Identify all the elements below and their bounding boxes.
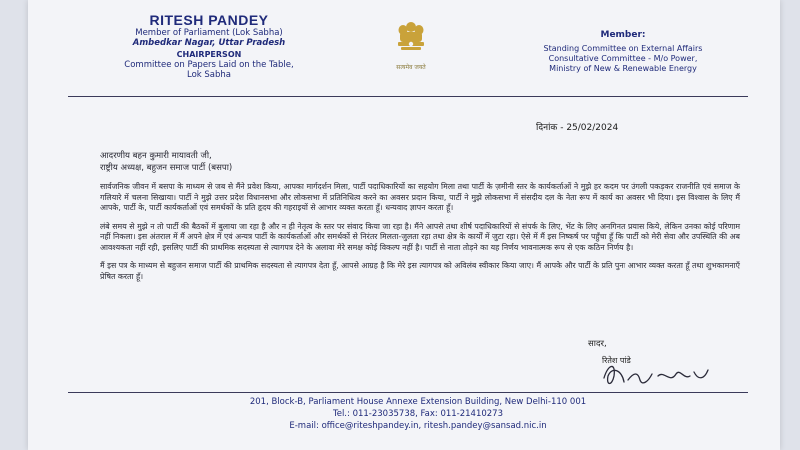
mp-constituency: Ambedkar Nagar, Uttar Pradesh [132, 38, 286, 48]
mp-name: RITESH PANDEY [149, 12, 269, 28]
letterhead-left [74, 12, 344, 80]
emblem-caption: सत्यमेव जयते [396, 64, 426, 71]
signatory-name: रितेश पांडे [602, 356, 631, 365]
letter-page [28, 0, 780, 450]
member-heading: Member: [600, 30, 646, 40]
member-line-1: Standing Committee on External Affairs [543, 44, 703, 53]
paragraph-1: सार्वजनिक जीवन में बसपा के माध्यम से जब से मैंने प्रवेश किया, आपका मार्गदर्शन मिला, पार्टी पदाधिकारियों का सहयोग मिला तथा पार्टी के ज़मीनी स्तर के कार्यकर्ताओं ने मुझे हर कदम पर उंगली पकड़कर राजनीति एवं समाज के गलियारे में चलना सिखाया। पार्टी ने मुझे उत्तर प्रदेश विधानसभा और लोकसभा में प्रतिनिधित्व करने का अवसर प्रदान किया, पार्टी ने मुझे लोकसभा में संसदीय दल के नेता रूप में कार्य का अवसर भी दिया। इस विश्वास के लिए मैं आपके, पार्टी के, पार्टी कार्यकर्ताओं एवं समर्थकों के प्रति हृदय की गहराइयों से आभार व्यक्त करता हूँ। धन्यवाद ज्ञापन करता हूँ। [100, 182, 740, 212]
committee-line-1: Committee on Papers Laid on the Table, [124, 60, 294, 70]
letterhead-right [498, 30, 748, 74]
mp-title: Member of Parliament (Lok Sabha) [135, 28, 283, 38]
member-line-2: Consultative Committee - M/o Power, [548, 54, 698, 63]
handwritten-signature [598, 356, 718, 392]
header-divider [68, 96, 748, 97]
footer-email: E-mail: office@riteshpandey.in, ritesh.pandey@sansad.nic.in [289, 421, 547, 431]
footer-phone: Tel.: 011-23035738, Fax: 011-21410273 [332, 409, 504, 419]
paragraph-3: मैं इस पत्र के माध्यम से बहुजन समाज पार्टी की प्राथमिक सदस्यता से त्यागपत्र देता हूँ, आपसे आग्रह है कि मेरे इस त्यागपत्र को अविलंब स्वीकार किया जाए। मैं आपके और पार्टी के प्रति पुनः आभार व्यक्त करता हूँ तथा शुभकामनाएँ प्रेषित करता हूँ। [100, 261, 740, 281]
letter-body [100, 150, 740, 282]
footer-address: 201, Block-B, Parliament House Annexe Extension Building, New Delhi-110 001 [249, 397, 587, 407]
member-line-3: Ministry of New & Renewable Energy [549, 64, 697, 73]
mp-role: CHAIRPERSON [176, 50, 242, 59]
lion-capital-icon [391, 18, 431, 58]
salutation-line-1: आदरणीय बहन कुमारी मायावती जी, [100, 151, 212, 161]
footer-divider [68, 392, 748, 393]
closing: सादर, [588, 339, 607, 349]
national-emblem [388, 18, 434, 71]
committee-line-2: Lok Sabha [186, 70, 231, 80]
letter-footer [168, 396, 668, 432]
paragraph-2: लंबे समय से मुझे न तो पार्टी की बैठकों में बुलाया जा रहा है और न ही नेतृत्व के स्तर पर संवाद किया जा रहा है। मैंने आपसे तथा शीर्ष पदाधिकारियों से संपर्क के लिए, भेंट के लिए अनगिनत प्रयास किये, लेकिन उनका कोई परिणाम नहीं निकला। इस अंतराल में मैं अपने क्षेत्र में एवं अन्यत्र पार्टी के कार्यकर्ताओं और समर्थकों से निरंतर मिलता-जुलता रहा तथा क्षेत्र के कार्यों में जुटा रहा। ऐसे में मैं इस निष्कर्ष पर पहुँचा हूँ कि पार्टी को मेरी सेवा और उपस्थिति की अब आवश्यकता नहीं रही, इसलिए पार्टी की प्राथमिक सदस्यता से त्यागपत्र देने के अलावा मेरे समक्ष कोई विकल्प नहीं है। पार्टी से नाता तोड़ने का यह निर्णय भावनात्मक रूप से एक कठिन निर्णय है। [100, 221, 740, 252]
salutation-line-2: राष्ट्रीय अध्यक्ष, बहुजन समाज पार्टी (बसपा) [100, 163, 233, 173]
letter-date: दिनांक - 25/02/2024 [536, 123, 619, 133]
